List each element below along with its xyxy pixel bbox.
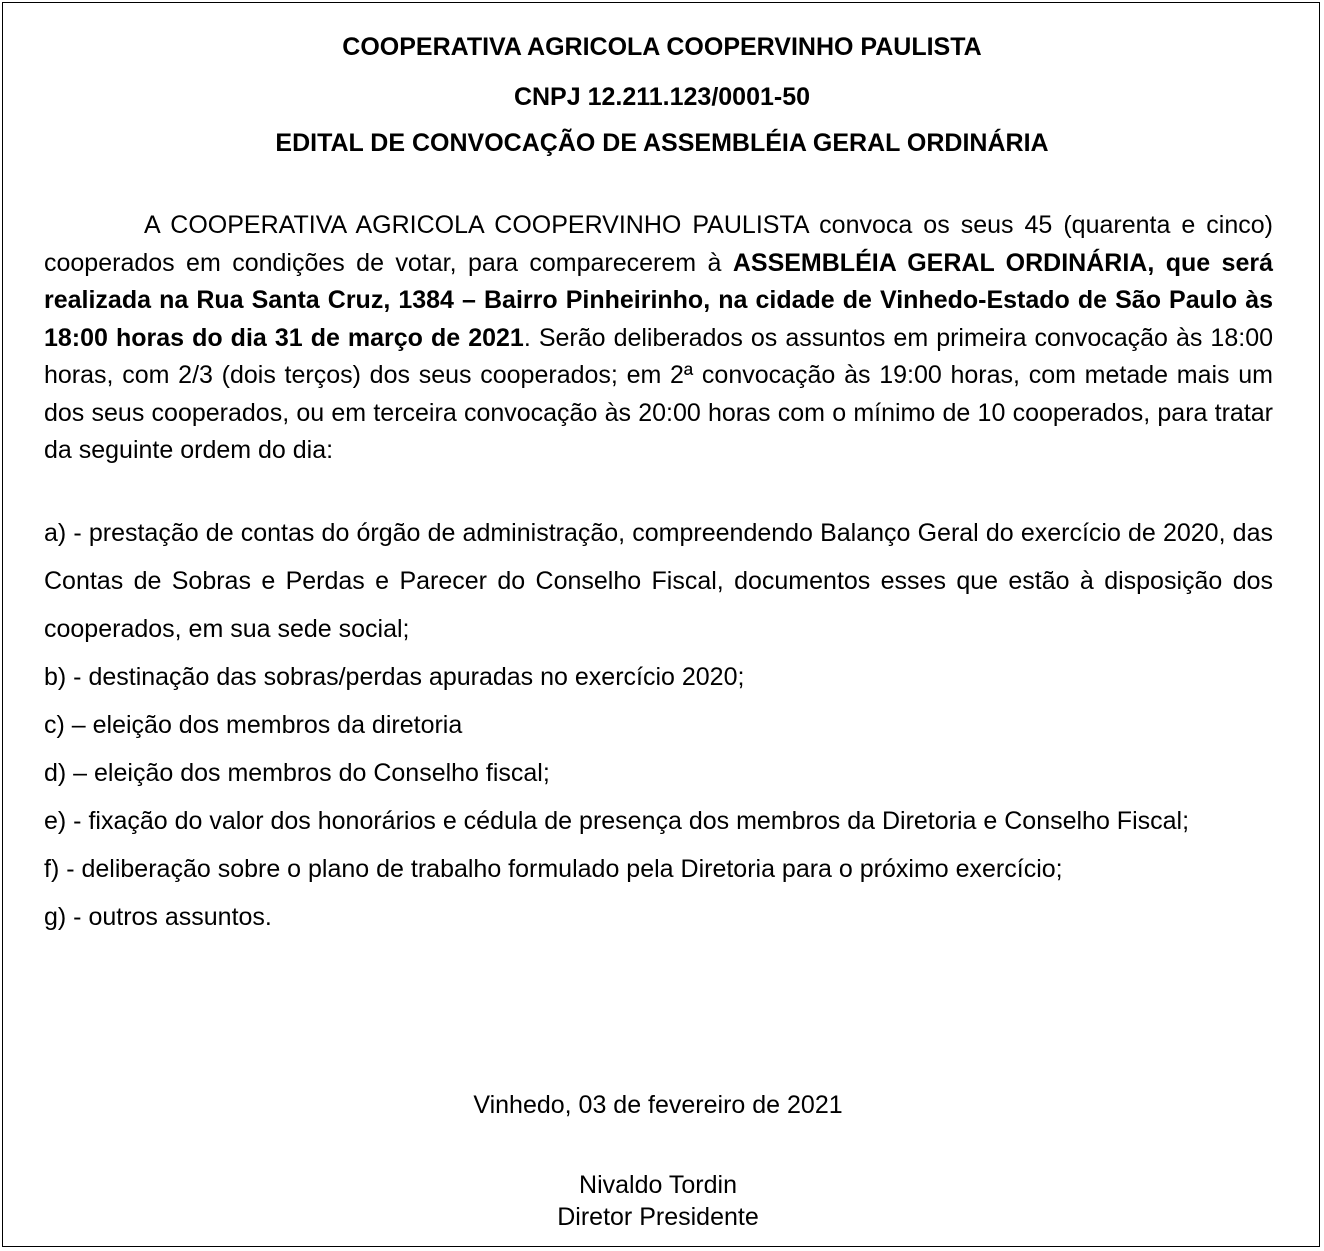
signatory-name: Nivaldo Tordin [579,1171,737,1199]
cnpj-line: CNPJ 12.211.123/0001-50 [513,83,811,111]
notice-frame [2,2,1320,1247]
intro-text-end: . Serão deliberados os assuntos em primeira convocação às 18:00 horas, com 2/3 (dois terços) dos seus cooperados; em 2ª convocação às 19:00 horas, com metade mais um dos seus cooperados, ou em terceira convocação às 20:00 horas com o mínimo de 10 cooperados, para tratar da seguinte ordem do dia: [44,323,1273,464]
agenda-item-e: e) - fixação do valor dos honorários e cédula de presença dos membros da Diretoria e Conselho Fiscal; [44,807,1190,835]
organization-name: COOPERATIVA AGRICOLA COOPERVINHO PAULISTA [342,33,982,61]
agenda-list [44,509,1273,941]
agenda-item-b: b) - destinação das sobras/perdas apuradas no exercício 2020; [44,663,745,691]
agenda-item-a: a) - prestação de contas do órgão de administração, compreendendo Balanço Geral do exercício de 2020, das Contas de Sobras e Perdas e Parecer do Conselho Fiscal, documentos esses que estão à disposição dos cooperados, em sua sede social; [44,519,1273,643]
agenda-item-c: c) – eleição dos membros da diretoria [44,711,463,739]
intro-assembly-details: ASSEMBLÉIA GERAL ORDINÁRIA, que será realizada na Rua Santa Cruz, 1384 – Bairro Pinheirinho, na cidade de Vinhedo-Estado de São Paulo às 18:00 horas do dia 31 de março de 2021 [44,248,1273,352]
notice-title: EDITAL DE CONVOCAÇÃO DE ASSEMBLÉIA GERAL ORDINÁRIA [275,129,1049,157]
intro-text-start: A COOPERATIVA AGRICOLA COOPERVINHO PAULISTA convoca os seus 45 (quarenta e cinco) cooperados em condições de votar, para comparecerem à [44,211,1273,277]
agenda-item-f: f) - deliberação sobre o plano de trabalho formulado pela Diretoria para o próximo exercício; [44,855,1063,883]
signatory-title: Diretor Presidente [557,1203,759,1231]
agenda-item-d: d) – eleição dos membros do Conselho fiscal; [44,759,550,787]
agenda-item-g: g) - outros assuntos. [44,903,272,931]
intro-paragraph [44,207,1273,470]
place-and-date: Vinhedo, 03 de fevereiro de 2021 [473,1091,843,1119]
